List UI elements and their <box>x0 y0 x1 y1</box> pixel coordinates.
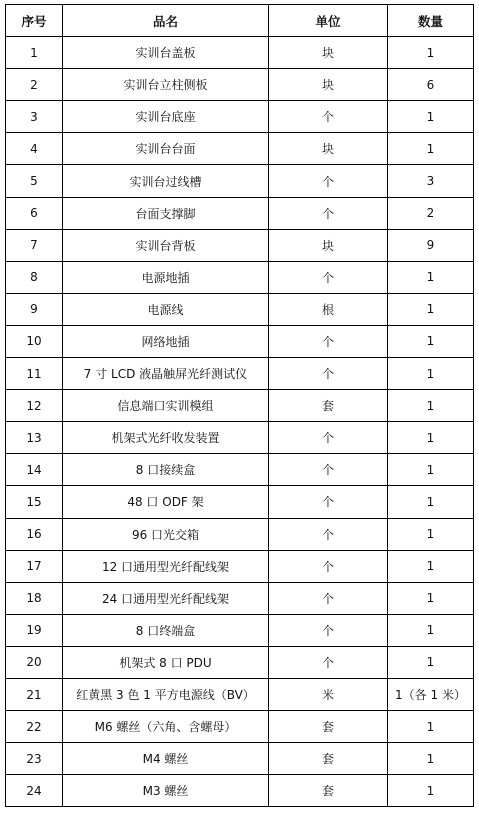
row-unit: 块 <box>269 133 388 165</box>
row-unit: 个 <box>269 486 388 518</box>
row-unit: 个 <box>269 550 388 582</box>
row-name: M4 螺丝 <box>63 743 269 775</box>
row-name: 红黄黑 3 色 1 平方电源线（BV） <box>63 678 269 710</box>
row-name: 实训台台面 <box>63 133 269 165</box>
row-qty: 1 <box>388 454 474 486</box>
table-row <box>6 197 474 229</box>
row-unit: 套 <box>269 775 388 807</box>
row-name: 机架式光纤收发装置 <box>63 422 269 454</box>
table-row <box>6 711 474 743</box>
row-index: 18 <box>6 582 63 614</box>
row-qty: 1 <box>388 422 474 454</box>
row-name: M3 螺丝 <box>63 775 269 807</box>
row-unit: 根 <box>269 293 388 325</box>
row-name: 实训台背板 <box>63 229 269 261</box>
row-index: 3 <box>6 101 63 133</box>
header-name: 品名 <box>63 5 269 37</box>
row-index: 12 <box>6 390 63 422</box>
header-row <box>6 5 474 37</box>
row-index: 6 <box>6 197 63 229</box>
row-unit: 套 <box>269 743 388 775</box>
row-qty: 1 <box>388 550 474 582</box>
row-index: 19 <box>6 614 63 646</box>
row-unit: 个 <box>269 518 388 550</box>
row-index: 21 <box>6 678 63 710</box>
row-index: 1 <box>6 37 63 69</box>
row-unit: 个 <box>269 646 388 678</box>
table-row <box>6 775 474 807</box>
row-name: 24 口通用型光纤配线架 <box>63 582 269 614</box>
row-qty: 6 <box>388 69 474 101</box>
row-qty: 1（各 1 米） <box>388 678 474 710</box>
table-row <box>6 743 474 775</box>
table-row <box>6 101 474 133</box>
row-unit: 块 <box>269 69 388 101</box>
table-row <box>6 390 474 422</box>
row-name: 台面支撑脚 <box>63 197 269 229</box>
row-qty: 1 <box>388 486 474 518</box>
row-qty: 3 <box>388 165 474 197</box>
row-name: 实训台盖板 <box>63 37 269 69</box>
row-qty: 1 <box>388 711 474 743</box>
table-row <box>6 133 474 165</box>
row-qty: 1 <box>388 582 474 614</box>
row-qty: 1 <box>388 101 474 133</box>
row-name: 8 口终端盒 <box>63 614 269 646</box>
row-unit: 块 <box>269 229 388 261</box>
row-qty: 9 <box>388 229 474 261</box>
table-row <box>6 37 474 69</box>
row-unit: 个 <box>269 422 388 454</box>
row-qty: 2 <box>388 197 474 229</box>
header-unit: 单位 <box>269 5 388 37</box>
table-row <box>6 646 474 678</box>
row-index: 9 <box>6 293 63 325</box>
row-index: 7 <box>6 229 63 261</box>
row-unit: 个 <box>269 197 388 229</box>
table-row <box>6 165 474 197</box>
row-unit: 套 <box>269 711 388 743</box>
row-unit: 块 <box>269 37 388 69</box>
row-name: 96 口光交箱 <box>63 518 269 550</box>
row-index: 10 <box>6 325 63 357</box>
table-row <box>6 229 474 261</box>
table-row <box>6 550 474 582</box>
row-index: 20 <box>6 646 63 678</box>
row-qty: 1 <box>388 518 474 550</box>
row-qty: 1 <box>388 325 474 357</box>
header-index: 序号 <box>6 5 63 37</box>
table-row <box>6 261 474 293</box>
table-row <box>6 293 474 325</box>
row-name: 实训台底座 <box>63 101 269 133</box>
row-name: 信息端口实训模组 <box>63 390 269 422</box>
table-row <box>6 582 474 614</box>
row-index: 11 <box>6 358 63 390</box>
row-name: 实训台立柱侧板 <box>63 69 269 101</box>
row-index: 13 <box>6 422 63 454</box>
row-unit: 个 <box>269 454 388 486</box>
row-unit: 个 <box>269 358 388 390</box>
table-row <box>6 678 474 710</box>
row-name: 实训台过线槽 <box>63 165 269 197</box>
table-row <box>6 325 474 357</box>
table-row <box>6 422 474 454</box>
row-name: 机架式 8 口 PDU <box>63 646 269 678</box>
row-name: 7 寸 LCD 液晶触屏光纤测试仪 <box>63 358 269 390</box>
row-index: 16 <box>6 518 63 550</box>
row-qty: 1 <box>388 293 474 325</box>
row-unit: 米 <box>269 678 388 710</box>
row-index: 4 <box>6 133 63 165</box>
row-name: 12 口通用型光纤配线架 <box>63 550 269 582</box>
table-row <box>6 69 474 101</box>
row-index: 14 <box>6 454 63 486</box>
row-unit: 个 <box>269 582 388 614</box>
row-qty: 1 <box>388 775 474 807</box>
table-row <box>6 358 474 390</box>
row-qty: 1 <box>388 614 474 646</box>
row-index: 17 <box>6 550 63 582</box>
row-unit: 个 <box>269 614 388 646</box>
row-unit: 个 <box>269 165 388 197</box>
row-index: 15 <box>6 486 63 518</box>
row-unit: 个 <box>269 261 388 293</box>
row-name: 电源线 <box>63 293 269 325</box>
row-unit: 个 <box>269 101 388 133</box>
row-qty: 1 <box>388 646 474 678</box>
row-index: 24 <box>6 775 63 807</box>
row-name: 48 口 ODF 架 <box>63 486 269 518</box>
row-qty: 1 <box>388 390 474 422</box>
row-qty: 1 <box>388 743 474 775</box>
row-name: 8 口接续盒 <box>63 454 269 486</box>
table-row <box>6 454 474 486</box>
row-index: 22 <box>6 711 63 743</box>
row-unit: 个 <box>269 325 388 357</box>
row-index: 8 <box>6 261 63 293</box>
row-qty: 1 <box>388 133 474 165</box>
row-index: 5 <box>6 165 63 197</box>
row-unit: 套 <box>269 390 388 422</box>
table-row <box>6 486 474 518</box>
table-row <box>6 614 474 646</box>
row-name: M6 螺丝（六角、含螺母） <box>63 711 269 743</box>
header-qty: 数量 <box>388 5 474 37</box>
row-name: 电源地插 <box>63 261 269 293</box>
row-name: 网络地插 <box>63 325 269 357</box>
row-qty: 1 <box>388 261 474 293</box>
row-qty: 1 <box>388 358 474 390</box>
row-index: 23 <box>6 743 63 775</box>
row-qty: 1 <box>388 37 474 69</box>
materials-table <box>5 4 474 807</box>
row-index: 2 <box>6 69 63 101</box>
table-row <box>6 518 474 550</box>
